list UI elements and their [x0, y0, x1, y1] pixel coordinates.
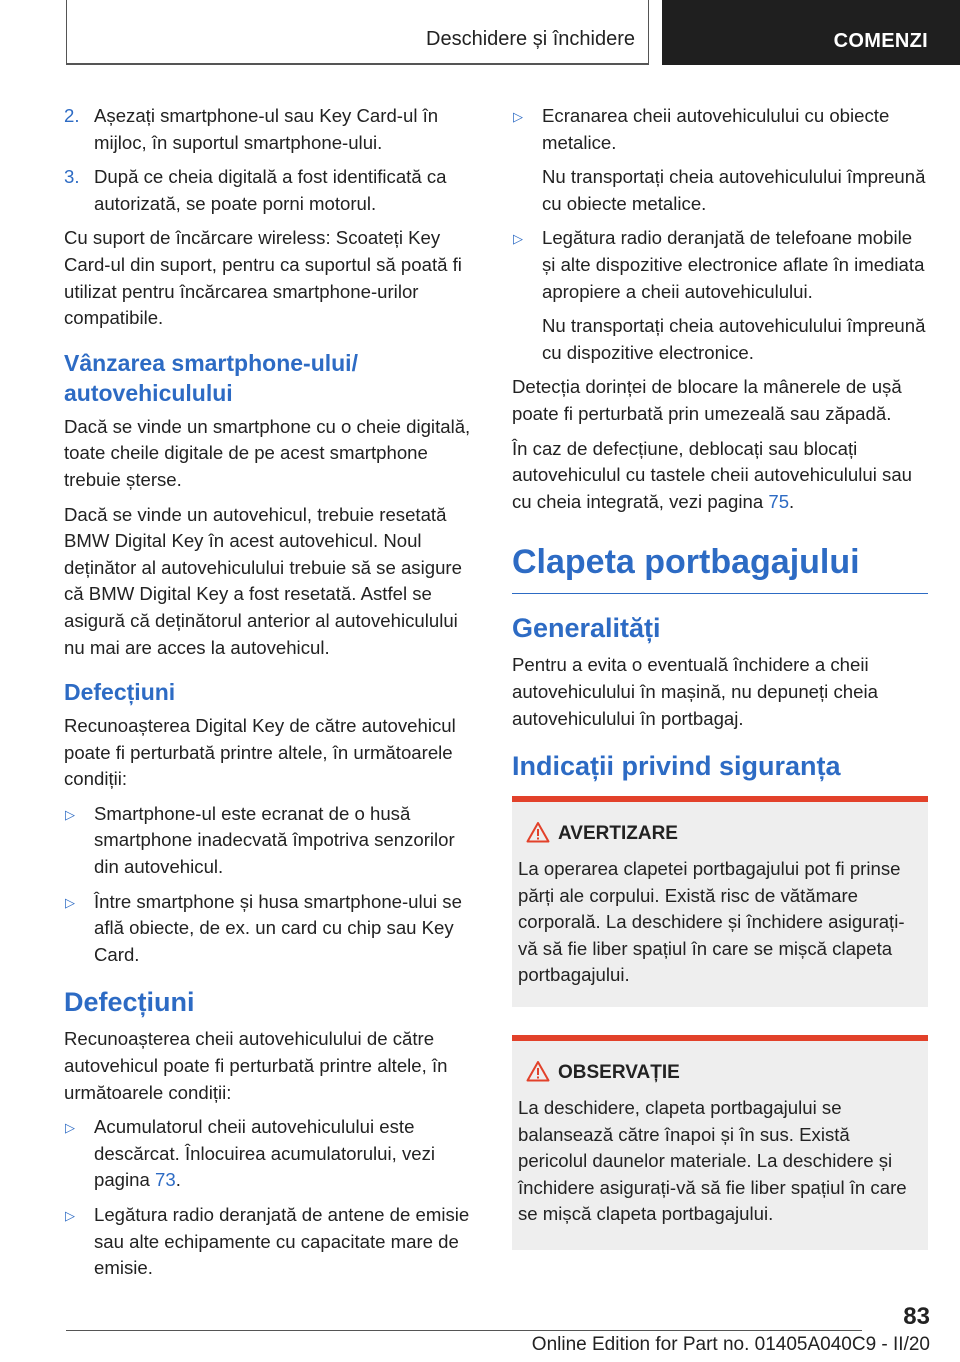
warning-box: [512, 796, 928, 1007]
step-number: 2.: [64, 105, 80, 126]
triangle-right-icon: ▷: [513, 109, 523, 124]
triangle-right-icon: ▷: [513, 231, 523, 247]
chapter-tab-label: COMENZI: [833, 30, 928, 52]
list-item: [512, 225, 928, 305]
left-column: [64, 103, 478, 1290]
chapter-tab: [662, 0, 960, 65]
list-item-text: Ecranarea cheii autovehiculului cu obiecte metalice.: [542, 105, 890, 153]
warning-title: [518, 822, 922, 846]
list-item-text: Smartphone-ul este ecranat de o husă smartphone inadecvată împotriva senzorilor din autovehicul.: [94, 802, 455, 878]
list-item-text: Legătura radio deranjată de antene de emisie sau alte echipamente cu capacitate mare de emisie.: [94, 1204, 470, 1279]
step-item: [64, 164, 478, 217]
list-item: [64, 801, 478, 881]
notice-title: [518, 1061, 922, 1085]
notice-text: La deschidere, clapeta portbagajului se balansează către înapoi și în sus. Există pericolul daunelor materiale. La deschidere și închidere asigurați-vă să fie liber spațiul în care se mișcă clapeta portbagajului.: [518, 1097, 907, 1225]
list-item-subtext: Nu transportați cheia autovehiculului împreună cu dispozitive electronice.: [542, 315, 926, 363]
triangle-right-icon: ▷: [65, 894, 75, 910]
list-item: [512, 103, 928, 156]
page-link-75[interactable]: 75: [768, 490, 790, 512]
list-item-text-end: .: [175, 1169, 181, 1191]
heading-faults-digital-key: Defecțiuni: [64, 679, 176, 706]
header-rule-bottom: [66, 63, 649, 65]
edition-note: Online Edition for Part no. 01405A040C9 - II/20: [531, 1334, 930, 1355]
paragraph-sale-2: Dacă se vinde un autovehicul, trebuie resetată BMW Digital Key în acest autovehicul. Noul deținător al autovehiculului trebuie să se asigure că BMW Digital Key a fost resetată. Astfel se asigură că deținătorul anterior al autovehiculului nu mai are acces la autovehicul.: [64, 503, 462, 658]
warning-triangle-icon: [526, 1060, 550, 1089]
heading-faults-vehicle-key: Defecțiuni: [64, 987, 195, 1018]
warning-title-text: AVERTIZARE: [558, 823, 678, 845]
heading-tailgate: Clapeta portbagajului: [512, 539, 928, 594]
heading-safety: Indicații privind siguranța: [512, 751, 841, 782]
step-number: 3.: [64, 166, 80, 188]
paragraph-faults-digital-key: Recunoașterea Digital Key de către autovehicul poate fi perturbată printre altele, în următoarele condiții:: [64, 715, 456, 790]
triangle-right-icon: ▷: [65, 1208, 75, 1223]
section-title: Deschidere și închidere: [426, 28, 635, 50]
right-column: [512, 103, 928, 1250]
page-link-73[interactable]: 73: [155, 1169, 176, 1191]
paragraph-wireless: Cu suport de încărcare wireless: Scoateți Key Card-ul din suport, pentru ca suportul să poată fi utilizat pentru încărcarea smartphone-urilor compatibile.: [64, 227, 462, 329]
paragraph-text-end: .: [789, 490, 795, 512]
list-item: [64, 1202, 478, 1282]
warning-triangle-icon: [526, 821, 550, 850]
list-item-text: Acumulatorul cheii autovehiculului este descărcat. Înlocuirea acumulatorului, vezi pagina: [94, 1116, 436, 1191]
list-item-text: Între smartphone și husa smartphone-ului se află obiecte, de ex. un card cu chip sau Key Card.: [94, 890, 462, 965]
paragraph-faults-vehicle-key: Recunoașterea cheii autovehiculului de către autovehicul poate fi perturbată printre altele, în următoarele condiții:: [64, 1028, 448, 1103]
list-item: [64, 889, 478, 969]
step-text: Așezați smartphone-ul sau Key Card-ul în mijloc, în suportul smartphone-ului.: [94, 105, 439, 153]
heading-general: Generalități: [512, 613, 661, 644]
notice-box: [512, 1035, 928, 1250]
list-item-subtext: Nu transportați cheia autovehiculului împreună cu obiecte metalice.: [542, 166, 926, 214]
paragraph-sale-1: Dacă se vinde un smartphone cu o cheie digitală, toate cheile digitale de pe acest smartphone trebuie șterse.: [64, 415, 471, 490]
triangle-right-icon: ▷: [65, 1120, 75, 1136]
paragraph-lock-detection: Detecția dorinței de blocare la mânerele de ușă poate fi perturbată prin umezeală sau zăpadă.: [512, 376, 902, 424]
warning-text: La operarea clapetei portbagajului pot fi prinse părți ale corpului. Există risc de vătămare corporală. La deschidere și închidere asigurați-vă să fie liber spațiul în care se mișcă clapeta portbagajului.: [518, 858, 905, 986]
paragraph-fault-unlock: [512, 436, 928, 516]
heading-sale: Vânzarea smartphone-ului/ autovehiculului: [64, 349, 358, 406]
notice-title-text: OBSERVAȚIE: [558, 1062, 680, 1084]
page-number: 83: [903, 1303, 930, 1330]
step-text: După ce cheia digitală a fost identificată ca autorizată, se poate porni motorul.: [94, 166, 447, 214]
header-rule-left: [66, 0, 67, 64]
footer-rule: [66, 1330, 862, 1331]
header-rule-divider: [648, 0, 649, 64]
list-item: [64, 1114, 478, 1194]
list-item-text: Legătura radio deranjată de telefoane mobile și alte dispozitive electronice aflate în imediata apropiere a cheii autovehiculului.: [542, 227, 925, 302]
step-item: [64, 103, 478, 156]
paragraph-text: În caz de defecțiune, deblocați sau blocați autovehiculul cu tastele cheii autovehiculului sau cu cheia integrată, vezi pagina: [512, 437, 913, 512]
triangle-right-icon: ▷: [65, 806, 75, 822]
paragraph-general: Pentru a evita o eventuală închidere a cheii autovehiculului în mașină, nu depuneți cheia autovehiculului în portbagaj.: [512, 654, 878, 729]
